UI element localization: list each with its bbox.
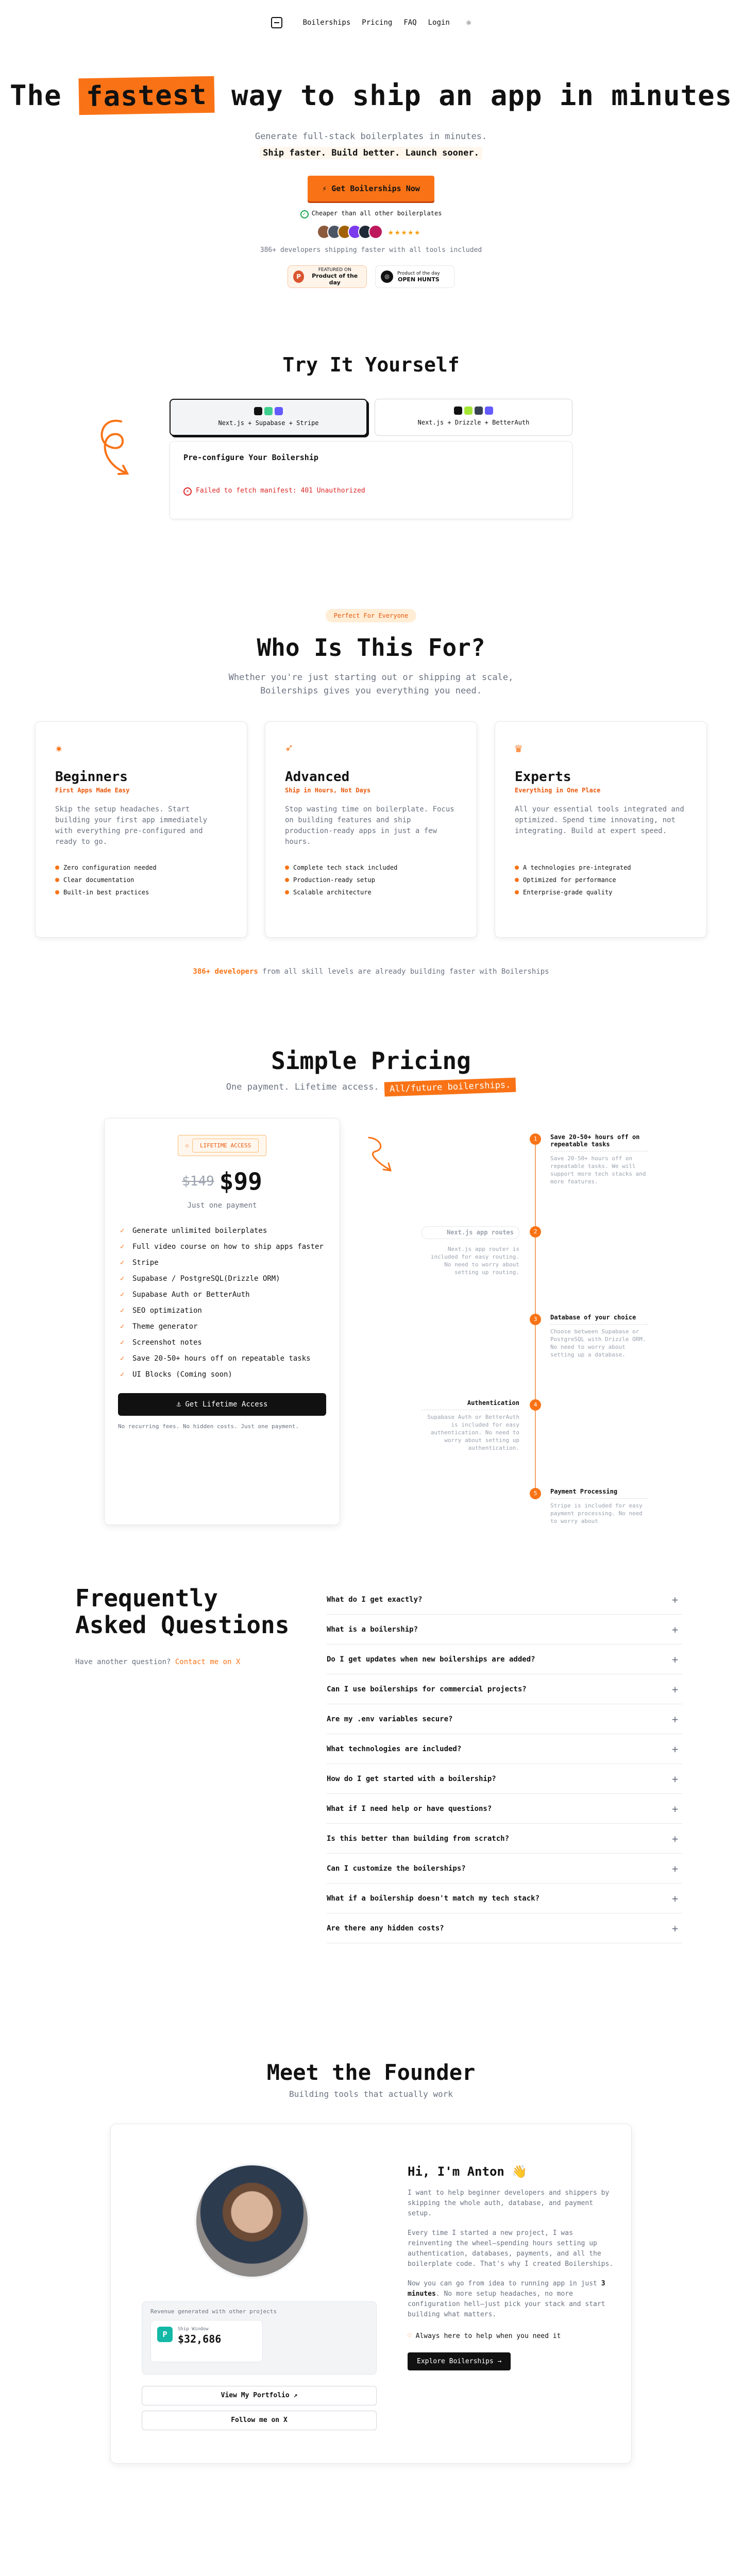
timeline-item: Authentication Supabase Auth or BetterAuth is included for easy authentication. No need to worry about setting up authentication. bbox=[421, 1399, 519, 1452]
explore-boilerships-button[interactable]: Explore Boilerships → bbox=[408, 2352, 511, 2370]
pricing-section bbox=[0, 998, 742, 1575]
founder-bio: Hi, I'm Anton 👋 I want to help beginner developers and shippers by skipping the whole auth, database, and payment setup. Every time I started a new project, I was reinventing the wheel—spending hours setting up authentication, databases, payments, and all the boilerplate code. That's why I created Boilerships. Now you can go from idea to running app in just 3 minutes. No more setup headaches, no more configuration hell—just pick your stack and start building what matters. ♡ Always here to help when you need it Explore Boilerships → bbox=[408, 2164, 614, 2370]
founder-title: Meet the Founder bbox=[266, 2060, 476, 2085]
betterauth-icon bbox=[475, 406, 483, 415]
timeline-node: 2 bbox=[530, 1226, 541, 1238]
plus-icon: + bbox=[671, 1832, 678, 1845]
perfect-pill: Perfect For Everyone bbox=[326, 609, 417, 622]
tab-nextjs-drizzle-betterauth[interactable]: Next.js + Drizzle + BetterAuth bbox=[375, 399, 572, 436]
revenue-panel: Revenue generated with other projects P Ship Window $32,686 bbox=[142, 2301, 377, 2375]
rating-stars: ★★★★★ bbox=[387, 226, 421, 238]
who-section bbox=[0, 591, 742, 998]
open-hunts-badge[interactable]: ◎ Product of the day OPEN HUNTS bbox=[375, 265, 454, 288]
error-message: ✕ Failed to fetch manifest: 401 Unauthorized bbox=[183, 487, 559, 496]
faq-item[interactable]: Is this better than building from scratch? + bbox=[327, 1824, 682, 1854]
try-title: Try It Yourself bbox=[282, 353, 460, 376]
timeline-node: 3 bbox=[530, 1314, 541, 1325]
ship-logo-icon[interactable] bbox=[271, 17, 282, 28]
plus-icon: + bbox=[671, 1892, 678, 1905]
card-advanced: ➶ Advanced Ship in Hours, Not Days Stop wasting time on boilerplate. Focus on building features and ship production-ready apps in just a few hours. Complete tech stack included Production-ready setup Scalable architecture bbox=[265, 721, 477, 938]
sparkle-icon: ✷ bbox=[55, 741, 63, 755]
config-panel bbox=[170, 441, 572, 519]
nav-login[interactable]: Login bbox=[428, 19, 450, 27]
founder-card bbox=[110, 2124, 632, 2464]
product-hunt-badge[interactable]: P FEATURED ON Product of the day bbox=[288, 265, 367, 288]
faq-item[interactable]: What if a boilership doesn't match my tech stack? + bbox=[327, 1884, 682, 1913]
top-nav bbox=[0, 0, 742, 45]
check-circle-icon: ✓ bbox=[300, 210, 309, 218]
pricing-title: Simple Pricing bbox=[271, 1047, 471, 1075]
who-footnote: 386+ developers from all skill levels are already building faster with Boilerships bbox=[193, 968, 549, 976]
price: $149 $99 bbox=[182, 1167, 262, 1195]
faq-contact: Have another question? Contact me on X bbox=[75, 1658, 241, 1666]
project-logo-icon: P bbox=[157, 2327, 173, 2342]
who-title: Who Is This For? bbox=[257, 634, 485, 662]
stripe-icon bbox=[485, 406, 493, 415]
hero-title-highlight: fastest bbox=[78, 76, 214, 115]
pricing-lead: One payment. Lifetime access. All/future boilerships. bbox=[0, 1080, 742, 1094]
get-lifetime-access-button[interactable]: ⚓ Get Lifetime Access bbox=[118, 1393, 326, 1416]
price-card: ⚇ LIFETIME ACCESS $149 $99 Just one payment ✓ Generate unlimited boilerplates ✓ Full video course on how to ship apps faster ✓ Stripe ✓ Supabase / PostgreSQL(Drizzle ORM) ✓ Supabase Auth or BetterAuth ✓ SEO optimization ✓ Theme generator ✓ Screenshot notes ✓ Save 20-50+ hours off on repeatable tasks ✓ UI Blocks (Coming soon) ⚓ Get Lifetime Access No recurring fees. No hidden costs. Just one payment. bbox=[104, 1118, 340, 1525]
squiggle-arrow-icon bbox=[365, 1133, 396, 1175]
cheaper-note: ✓ Cheaper than all other boilerplates bbox=[0, 210, 742, 218]
nextjs-icon bbox=[454, 406, 462, 415]
faq-item[interactable]: Are there any hidden costs? + bbox=[327, 1913, 682, 1943]
faq-item[interactable]: What if I need help or have questions? + bbox=[327, 1794, 682, 1824]
plus-icon: + bbox=[671, 1683, 678, 1696]
faq-item[interactable]: Are my .env variables secure? + bbox=[327, 1704, 682, 1734]
faq-list bbox=[327, 1585, 682, 1943]
timeline-node: 1 bbox=[530, 1133, 541, 1145]
plus-icon: + bbox=[671, 1772, 678, 1785]
sun-icon[interactable]: ☼ bbox=[466, 18, 471, 28]
plus-icon: + bbox=[671, 1713, 678, 1725]
open-hunts-icon: ◎ bbox=[381, 270, 393, 283]
who-lead: Whether you're just starting out or shipping at scale, Boilerships gives you everything you need. bbox=[228, 672, 514, 696]
stripe-icon bbox=[275, 407, 283, 415]
nav-brand[interactable]: Boilerships bbox=[302, 19, 351, 27]
try-section bbox=[0, 344, 742, 591]
drizzle-icon bbox=[464, 406, 473, 415]
founder-section: Meet the Founder Building tools that actually work Revenue generated with other projects P Ship Window $32,686 View My Portfolio ↗ Follow me on X Hi, I'm Anton 👋 I want to help beginner developers and shippers by skipping the whole auth, database, and payment setup. Every time I started a new project, I was reinventing the wheel—spending hours setting up authentication, databases, payments, and all the boilerplate code. That's why I created Boilerships. Now you can go from idea to running app in just 3 minutes. No more setup headaches, no more configuration hell—just pick your stack and start building what matters. ♡ Always here to help when you need it Explore Boilerships → bbox=[0, 2034, 742, 2575]
crown-icon: ♛ bbox=[515, 741, 522, 755]
timeline-node: 5 bbox=[530, 1488, 541, 1499]
user-avatars bbox=[0, 225, 742, 239]
plus-icon: + bbox=[671, 1742, 678, 1755]
plus-icon: + bbox=[671, 1623, 678, 1636]
card-beginners: ✷ Beginners First Apps Made Easy Skip the setup headaches. Start building your first app immediately with everything pre-configured and ready to go. Zero configuration needed Clear documentation Built-in best practices bbox=[35, 721, 247, 938]
faq-section bbox=[0, 1575, 742, 2034]
timeline-item: Save 20-50+ hours off on repeatable tasks Save 20-50+ hours off on repeatable tasks. We will support more tech stacks and more features. bbox=[550, 1133, 648, 1185]
rocket-icon: ➶ bbox=[285, 741, 293, 755]
lifetime-badge: ⚇ LIFETIME ACCESS bbox=[178, 1135, 267, 1156]
faq-item[interactable]: Do I get updates when new boilerships are added? + bbox=[327, 1645, 682, 1674]
timeline-item: Payment Processing Stripe is included for easy payment processing. No need to worry about bbox=[550, 1488, 648, 1525]
hero-subtitle: Generate full-stack boilerplates in minutes. bbox=[255, 131, 487, 142]
faq-item[interactable]: What technologies are included? + bbox=[327, 1734, 682, 1764]
card-experts: ♛ Experts Everything in One Place All your essential tools integrated and optimized. Spend time innovating, not integrating. Build at expert speed. A technologies pre-integrated Optimized for performance Enterprise-grade quality bbox=[495, 721, 707, 938]
faq-item[interactable]: What do I get exactly? + bbox=[327, 1585, 682, 1615]
timeline-item: Next.js app routes Next.js app router is included for easy routing. No need to worry about setting up routing. bbox=[421, 1226, 519, 1276]
hero-title: The fastest way to ship an app in minutes bbox=[0, 77, 742, 114]
nav-faq[interactable]: FAQ bbox=[403, 19, 417, 27]
faq-item[interactable]: Can I use boilerships for commercial projects? + bbox=[327, 1674, 682, 1704]
plus-icon: + bbox=[671, 1593, 678, 1606]
audience-cards bbox=[0, 721, 742, 938]
get-boilerships-button[interactable]: ⚡ Get Boilerships Now bbox=[308, 176, 434, 201]
hero-section bbox=[0, 45, 742, 344]
faq-title: Frequently Asked Questions bbox=[75, 1584, 290, 1639]
plus-icon: + bbox=[671, 1802, 678, 1815]
view-portfolio-button[interactable]: View My Portfolio ↗ bbox=[142, 2386, 377, 2405]
plus-icon: + bbox=[671, 1862, 678, 1875]
product-badges bbox=[0, 265, 742, 288]
revenue-card: P Ship Window $32,686 bbox=[150, 2320, 263, 2362]
plus-icon: + bbox=[671, 1653, 678, 1666]
nav-pricing[interactable]: Pricing bbox=[362, 19, 393, 27]
faq-item[interactable]: How do I get started with a boilership? + bbox=[327, 1764, 682, 1794]
plus-icon: + bbox=[671, 1922, 678, 1935]
tab-nextjs-supabase-stripe[interactable]: Next.js + Supabase + Stripe bbox=[170, 399, 367, 436]
avatar bbox=[368, 225, 383, 239]
error-icon: ✕ bbox=[183, 487, 192, 496]
shipping-count: 386+ developers shipping faster with all tools included bbox=[260, 246, 482, 254]
feature-list: ✓ Generate unlimited boilerplates ✓ Full video course on how to ship apps faster ✓ Stripe ✓ Supabase / PostgreSQL(Drizzle ORM) ✓ Supabase Auth or BetterAuth ✓ SEO optimization ✓ Theme generator ✓ Screenshot notes ✓ Save 20-50+ hours off on repeatable tasks ✓ UI Blocks (Coming soon) bbox=[118, 1223, 326, 1383]
follow-x-button[interactable]: Follow me on X bbox=[142, 2411, 377, 2430]
supabase-icon bbox=[264, 407, 273, 415]
contact-x-link[interactable]: Contact me on X bbox=[175, 1658, 241, 1666]
curly-arrow-icon bbox=[90, 411, 142, 483]
hero-tagline: Ship faster. Build better. Launch sooner. bbox=[0, 148, 742, 158]
faq-item[interactable]: Can I customize the boilerships? + bbox=[327, 1854, 682, 1884]
faq-item[interactable]: What is a boilership? + bbox=[327, 1615, 682, 1645]
product-hunt-icon: P bbox=[293, 270, 304, 283]
nextjs-icon bbox=[254, 407, 262, 415]
timeline-item: Database of your choice Choose between Supabase or PostgreSQL with Drizzle ORM. No need to worry about setting up a database. bbox=[550, 1314, 648, 1359]
timeline-node: 4 bbox=[530, 1399, 541, 1411]
config-title: Pre-configure Your Boilership bbox=[183, 453, 318, 462]
founder-photo bbox=[194, 2163, 310, 2279]
